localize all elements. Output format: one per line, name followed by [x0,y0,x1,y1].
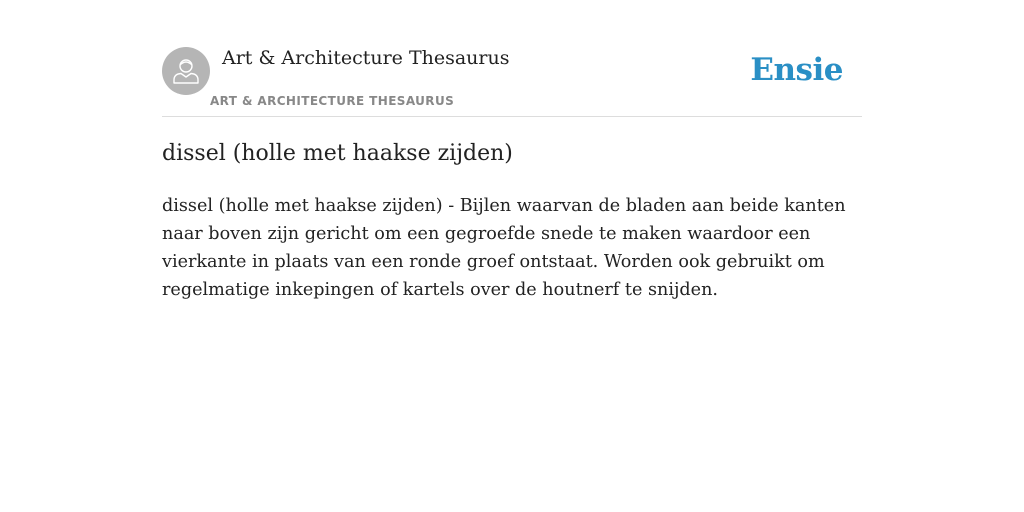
user-icon [171,56,201,86]
page-title: dissel (holle met haakse zijden) [162,141,513,166]
brand-logo[interactable]: Ensie [750,52,843,88]
avatar[interactable] [162,47,210,95]
entry-description: dissel (holle met haakse zijden) - Bijlen waarvan de bladen aan beide kanten naar boven zijn gericht om een gegroefde snede te maken waardoor een vierkante in plaats van een ronde groef ontstaat. Worden ook gebruikt om regelmatige inkepingen of kartels over de houtnerf te snijden. [162,196,846,300]
author-subtitle: ART & ARCHITECTURE THESAURUS [210,94,455,108]
header [162,0,862,117]
author-name[interactable]: Art & Architecture Thesaurus [222,47,510,69]
